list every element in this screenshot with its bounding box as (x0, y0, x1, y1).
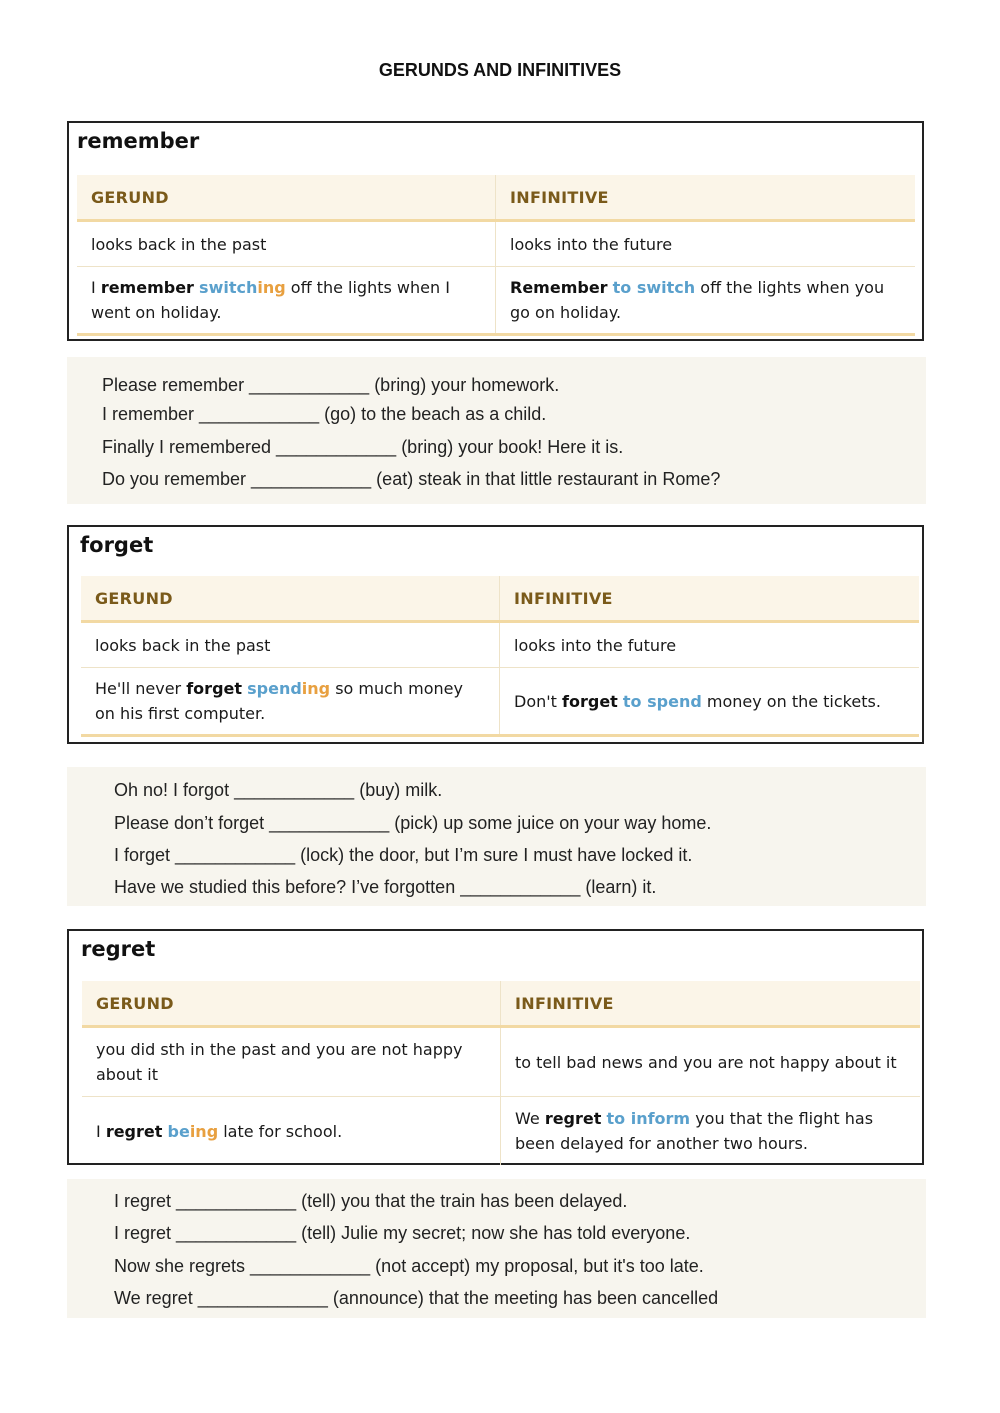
exercise-line: I regret ____________ (tell) Julie my secret; now she has told everyone. (114, 1223, 691, 1243)
exercise-line: I remember ____________ (go) to the beach as a child. (102, 404, 547, 424)
verb-heading: remember (77, 129, 200, 153)
gerund-example: I regret being late for school. (82, 1097, 501, 1165)
exercise-line: Finally I remembered ____________ (bring) your book! Here it is. (102, 437, 624, 457)
rule-table (77, 175, 915, 336)
gerund-example: I remember switching off the lights when I went on holiday. (77, 267, 496, 333)
exercise-line: We regret _____________ (announce) that the meeting has been cancelled (114, 1288, 719, 1308)
exercise-line: I regret ____________ (tell) you that the train has been delayed. (114, 1191, 628, 1211)
infinitive-example: We regret to inform you that the flight has been delayed for another two hours. (515, 1109, 874, 1153)
table-header-row (81, 576, 919, 623)
exercise-line: Do you remember ____________ (eat) steak in that little restaurant in Rome? (102, 469, 721, 489)
infinitive-header: INFINITIVE (514, 588, 613, 608)
exercise-line: Have we studied this before? I’ve forgotten ____________ (learn) it. (114, 877, 657, 897)
verb-heading: regret (81, 937, 156, 961)
gerund-meaning: looks back in the past (81, 623, 500, 667)
regret-exercises (67, 1179, 926, 1318)
example-row (82, 1097, 920, 1165)
table-header-row (82, 981, 920, 1028)
gerund-meaning: you did sth in the past and you are not happy about it (82, 1028, 501, 1096)
exercise-line: Now she regrets ____________ (not accept) my proposal, but it's too late. (114, 1256, 704, 1276)
forget-exercises (67, 767, 926, 906)
regret-table-box (67, 929, 924, 1165)
gerund-meaning: looks back in the past (77, 222, 496, 266)
exercise-line: Please remember ____________ (bring) your homework. (102, 375, 560, 395)
table-header-row (77, 175, 915, 222)
infinitive-meaning: to tell bad news and you are not happy about it (515, 1052, 897, 1072)
infinitive-meaning: looks into the future (514, 635, 677, 655)
infinitive-header: INFINITIVE (510, 187, 609, 207)
example-row (81, 668, 919, 734)
infinitive-example: Remember to switch off the lights when you go on holiday. (510, 278, 885, 322)
infinitive-example: Don't forget to spend money on the tickets. (514, 691, 881, 711)
verb-heading: forget (80, 533, 154, 557)
gerund-header: GERUND (82, 981, 501, 1025)
gerund-example: He'll never forget spending so much money on his first computer. (81, 668, 500, 734)
exercise-line: I forget ____________ (lock) the door, but I’m sure I must have locked it. (114, 845, 693, 865)
infinitive-meaning: looks into the future (510, 234, 673, 254)
rule-table (81, 576, 919, 737)
forget-table-box (67, 525, 924, 744)
exercise-line: Oh no! I forgot ____________ (buy) milk. (114, 780, 443, 800)
exercise-line: Please don’t forget ____________ (pick) up some juice on your way home. (114, 813, 712, 833)
rule-table (82, 981, 920, 1165)
gerund-header: GERUND (81, 576, 500, 620)
remember-table-box (67, 121, 924, 341)
infinitive-header: INFINITIVE (515, 993, 614, 1013)
meaning-row (81, 623, 919, 668)
meaning-row (77, 222, 915, 267)
remember-exercises (67, 357, 926, 504)
page-title: GERUNDS AND INFINITIVES (378, 60, 622, 80)
example-row (77, 267, 915, 333)
meaning-row (82, 1028, 920, 1097)
gerund-header: GERUND (77, 175, 496, 219)
